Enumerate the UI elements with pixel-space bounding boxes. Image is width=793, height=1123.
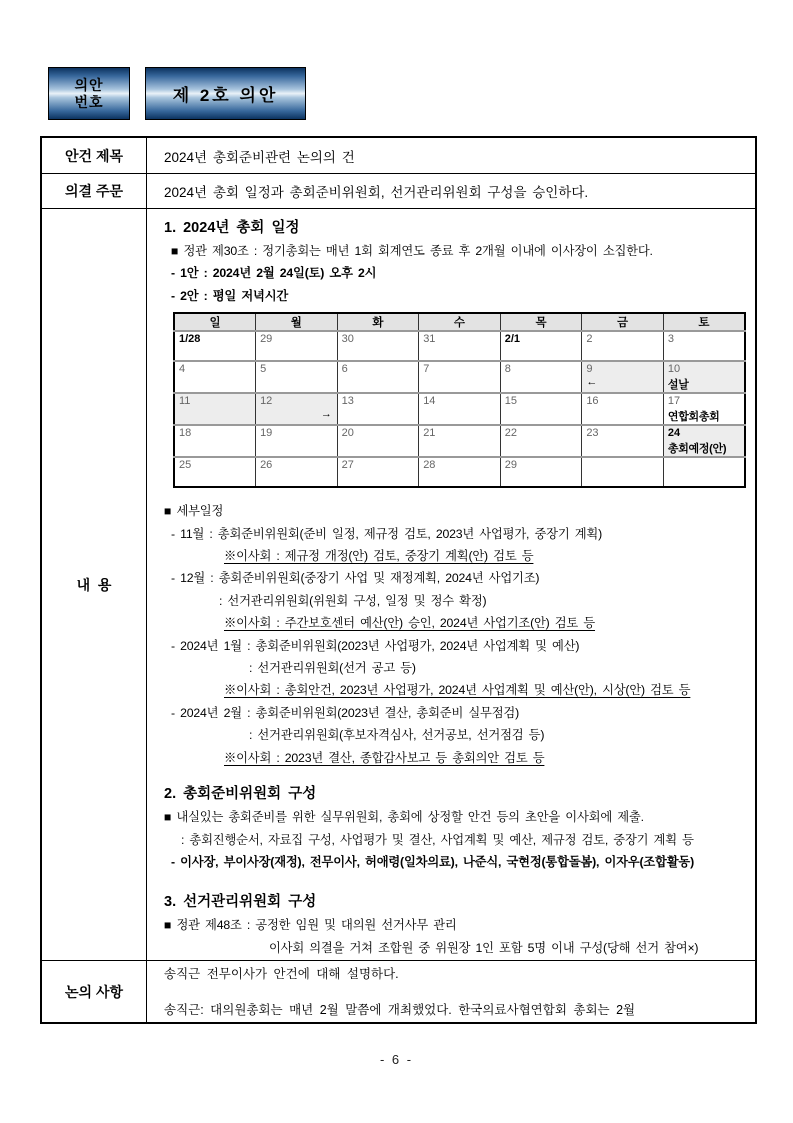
calendar-day-number: 3 — [667, 333, 674, 346]
agenda-title-label: 안건 제목 — [42, 138, 147, 173]
content-line: - 2024년 1월 : 총회준비위원회(2023년 사업평가, 2024년 사업계획 및 예산) — [171, 638, 580, 653]
calendar-day-number: 20 — [341, 427, 354, 440]
calendar-day-number: 29 — [260, 333, 273, 346]
calendar-weekday: 월 — [256, 313, 338, 331]
calendar-day-cell — [337, 457, 419, 487]
calendar-day-number: 26 — [260, 459, 273, 472]
agenda-document-table — [40, 136, 757, 1024]
calendar-day-cell — [419, 425, 501, 457]
calendar-weekday-row — [174, 313, 745, 331]
content-line: : 총회진행순서, 자료집 구성, 사업평가 및 결산, 사업계획 및 예산, 제규정 검토, 중장기 계획 등 — [181, 832, 694, 847]
calendar-day-number: 30 — [341, 333, 354, 346]
calendar-day-number: 2/1 — [504, 333, 521, 346]
section3-lines — [164, 914, 747, 960]
calendar-day-cell — [500, 331, 582, 361]
calendar-day-cell — [500, 457, 582, 487]
calendar-day-number: 6 — [341, 363, 348, 376]
calendar-weekday: 목 — [500, 313, 582, 331]
calendar-day-cell — [419, 331, 501, 361]
calendar-day-event: ← — [586, 376, 598, 389]
content-line: ※이사회 : 주간보호센터 예산(안) 승인, 2024년 사업기조(안) 검토 등 — [224, 616, 596, 631]
section3-block — [164, 891, 747, 960]
calendar-day-number: 23 — [586, 427, 599, 440]
calendar-day-number: 13 — [341, 395, 354, 408]
calendar-day-number: 5 — [260, 363, 267, 376]
calendar-day-cell — [419, 393, 501, 425]
calendar-day-number: 24 — [667, 427, 681, 440]
content-line: - 11월 : 총회준비위원회(준비 일정, 제규정 검토, 2023년 사업평가, 중장기 계획) — [171, 526, 602, 541]
calendar-weekday: 일 — [174, 313, 256, 331]
content-body — [147, 209, 755, 960]
discussion-label: 논의 사항 — [42, 961, 147, 1022]
content-line: : 선거관리위원회(위원회 구성, 일정 및 정수 확정) — [219, 593, 487, 608]
content-line: - 12월 : 총회준비위원회(중장기 사업 및 재정계획, 2024년 사업기조) — [171, 571, 540, 586]
resolution-label: 의결 주문 — [42, 174, 147, 208]
calendar-day-number: 17 — [667, 395, 681, 408]
section3-title: 3. 선거관리위원회 구성 — [164, 894, 317, 911]
calendar-day-event: 총회예정(안) — [667, 443, 727, 456]
calendar-day-cell — [582, 361, 664, 393]
agenda-number-label-line1: 의안 — [74, 76, 104, 93]
discussion-line: 송직근 전무이사가 안건에 대해 설명하다. — [164, 967, 399, 981]
calendar-day-cell — [174, 331, 256, 361]
section1-title: 1. 2024년 총회 일정 — [164, 220, 300, 236]
calendar-day-cell — [582, 393, 664, 425]
detailed-schedule-lines — [164, 500, 747, 769]
section2-block — [164, 783, 747, 873]
calendar-day-cell — [663, 331, 745, 361]
calendar-day-cell — [256, 361, 338, 393]
calendar-day-number: 8 — [504, 363, 511, 376]
calendar-day-cell — [663, 425, 745, 457]
resolution-value: 2024년 총회 일정과 총회준비위원회, 선거관리위원회 구성을 승인하다. — [164, 185, 589, 200]
calendar-weekday: 토 — [663, 313, 745, 331]
content-line: ■ 내실있는 총회준비를 위한 실무위원회, 총회에 상정할 안건 등의 초안을 이사회에 제출. — [164, 810, 644, 825]
content-line: ■ 세부일정 — [164, 504, 224, 519]
calendar-body — [174, 331, 745, 487]
calendar-week-row — [174, 393, 745, 425]
calendar-day-cell — [337, 393, 419, 425]
calendar-day-number: 18 — [179, 427, 192, 440]
agenda-number-label-line2: 번호 — [74, 93, 104, 110]
section2-title: 2. 총회준비위원회 구성 — [164, 786, 317, 803]
calendar-day-cell — [337, 331, 419, 361]
page-number: - 6 - — [379, 1052, 414, 1067]
calendar-week-row — [174, 457, 745, 487]
section1-lines — [164, 240, 747, 307]
content-line: ■ 정관 제30조 : 정기총회는 매년 1회 회계연도 종료 후 2개월 이내에 이사장이 소집한다. — [171, 244, 653, 258]
agenda-box-divider — [130, 67, 145, 120]
calendar-day-cell — [174, 457, 256, 487]
calendar-day-number: 28 — [423, 459, 436, 472]
content-line: ※이사회 : 총회안건, 2023년 사업평가, 2024년 사업계획 및 예산(안), 시상(안) 검토 등 — [224, 683, 691, 698]
row-agenda-title — [42, 138, 755, 174]
calendar-day-cell — [419, 361, 501, 393]
calendar-day-cell — [337, 361, 419, 393]
calendar-day-number: 29 — [504, 459, 517, 472]
calendar-day-cell — [500, 425, 582, 457]
calendar-day-cell — [174, 425, 256, 457]
content-line: 이사회 의결을 거쳐 조합원 중 위원장 1인 포함 5명 이내 구성(당해 선거 참여×) — [269, 940, 699, 955]
discussion-body — [147, 961, 755, 1022]
content-label: 내 용 — [42, 209, 147, 960]
section2-lines — [164, 806, 747, 873]
calendar-day-cell — [337, 425, 419, 457]
calendar-day-number: 14 — [423, 395, 436, 408]
content-line: : 선거관리위원회(후보자격심사, 선거공보, 선거점검 등) — [249, 728, 545, 743]
content-line: - 1안 : 2024년 2월 24일(토) 오후 2시 — [171, 266, 377, 281]
calendar-day-cell — [174, 361, 256, 393]
content-line: : 선거관리위원회(선거 공고 등) — [249, 661, 416, 676]
content-line — [171, 959, 747, 960]
calendar-day-number: 21 — [423, 427, 436, 440]
content-line: ※이사회 : 제규정 개정(안) 검토, 중장기 계획(안) 검토 등 — [224, 549, 534, 564]
calendar-week-row — [174, 425, 745, 457]
content-line: - 이사장, 부이사장(재정), 전무이사, 허애령(일차의료), 나준식, 국현정(통합돌봄), 이자우(조합활동) — [171, 854, 694, 869]
calendar-weekday: 금 — [582, 313, 664, 331]
calendar-day-number: 25 — [179, 459, 192, 472]
calendar-day-number: 2 — [586, 333, 593, 346]
calendar-day-event: → — [320, 408, 332, 421]
calendar-day-cell — [663, 457, 745, 487]
row-discussion — [42, 961, 755, 1022]
agenda-title-value: 2024년 총회준비관련 논의의 건 — [164, 149, 355, 165]
calendar-day-cell — [500, 361, 582, 393]
calendar-day-cell — [582, 425, 664, 457]
content-line: ※이사회 : 2023년 결산, 종합감사보고 등 총회의안 검토 등 — [224, 750, 545, 765]
calendar-day-event: 연합회총회 — [667, 411, 720, 424]
content-line: - 2안 : 평일 저녁시간 — [171, 288, 289, 303]
calendar-day-cell — [256, 393, 338, 425]
calendar-day-cell — [256, 425, 338, 457]
calendar-day-cell — [582, 457, 664, 487]
calendar-day-number: 4 — [179, 363, 186, 376]
calendar-day-cell — [663, 393, 745, 425]
calendar-day-cell — [500, 393, 582, 425]
calendar-weekday: 화 — [337, 313, 419, 331]
calendar-day-number: 1/28 — [179, 333, 201, 346]
calendar-day-cell — [256, 331, 338, 361]
discussion-line: 송직근: 대의원총회는 매년 2월 말쯤에 개최했었다. 한국의료사협연합회 총회는 2월 — [164, 1003, 636, 1017]
calendar-day-number: 9 — [586, 363, 593, 376]
agenda-title: 제 2호 의안 — [145, 67, 306, 120]
row-resolution — [42, 174, 755, 209]
calendar-day-number: 16 — [586, 395, 599, 408]
calendar-week-row — [174, 331, 745, 361]
calendar-day-number: 7 — [423, 363, 430, 376]
agenda-number-box — [48, 67, 306, 120]
calendar-day-number: 11 — [179, 395, 191, 408]
calendar-day-cell — [256, 457, 338, 487]
calendar-week-row — [174, 361, 745, 393]
content-line: - 2024년 2월 : 총회준비위원회(2023년 결산, 총회준비 실무점검) — [171, 705, 519, 720]
calendar-day-cell — [419, 457, 501, 487]
calendar-day-cell — [663, 361, 745, 393]
calendar-day-number: 19 — [260, 427, 273, 440]
agenda-number-label — [48, 67, 130, 120]
calendar-day-number: 22 — [504, 427, 517, 440]
calendar-day-event: 설날 — [667, 379, 689, 392]
content-line: ■ 정관 제48조 : 공정한 임원 및 대의원 선거사무 관리 — [164, 918, 457, 933]
calendar-day-number: 12 — [260, 395, 273, 408]
calendar-day-cell — [582, 331, 664, 361]
meeting-calendar — [173, 312, 746, 488]
calendar-weekday: 수 — [419, 313, 501, 331]
calendar-day-number: 10 — [667, 363, 681, 376]
row-content — [42, 209, 755, 961]
calendar-day-cell — [174, 393, 256, 425]
calendar-day-number: 15 — [504, 395, 517, 408]
calendar-day-number: 27 — [341, 459, 354, 472]
calendar-day-number: 31 — [423, 333, 436, 346]
